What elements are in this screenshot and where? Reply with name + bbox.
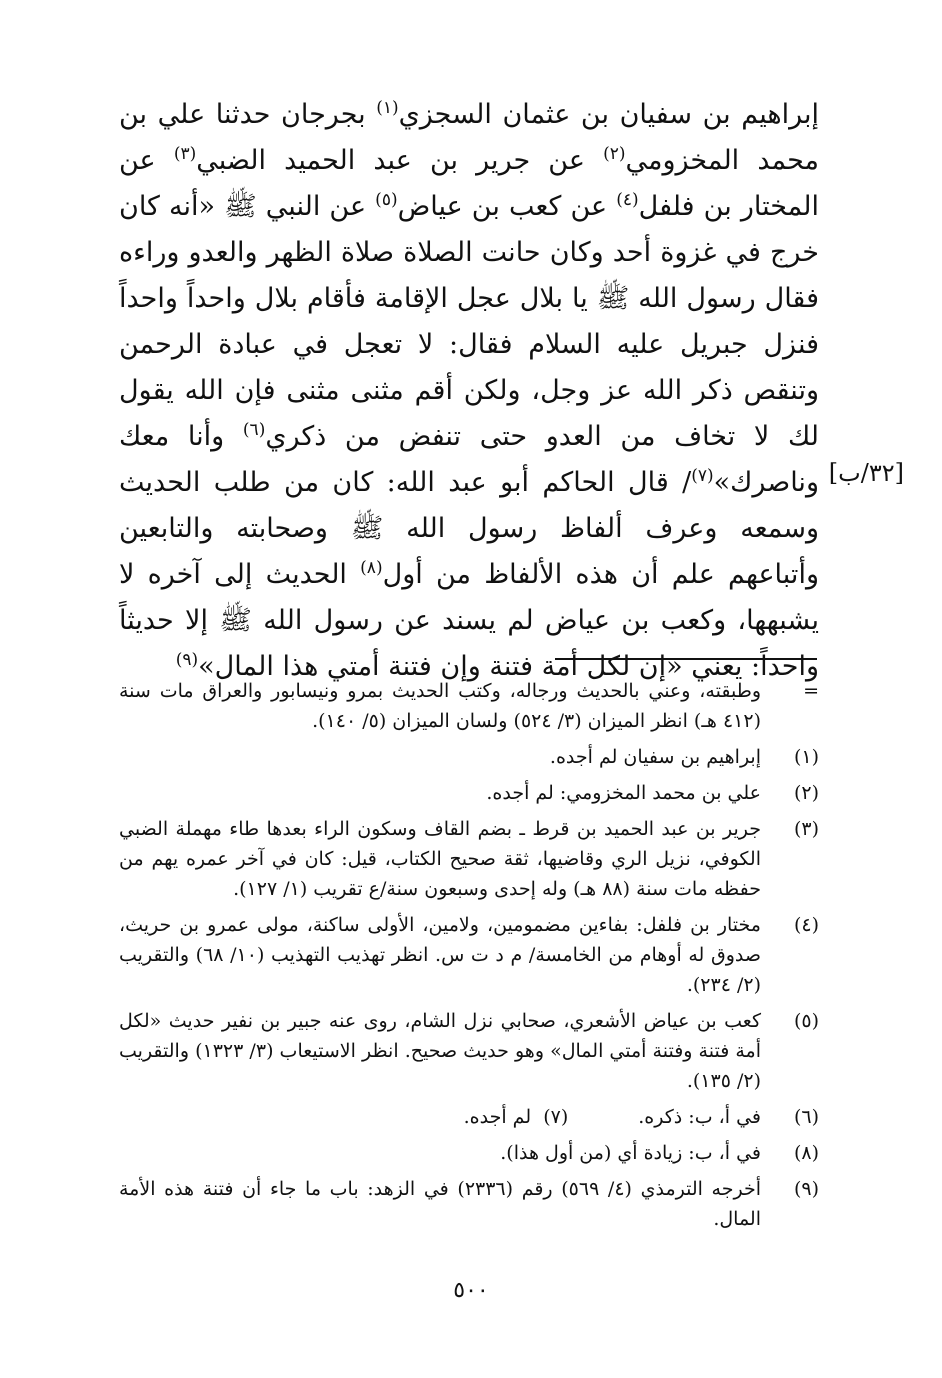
footnote-ref-6[interactable]: (٦): [242, 420, 266, 440]
footnote-number: (٦): [793, 1106, 819, 1128]
continuation-marker: =: [803, 680, 819, 702]
footnote-3: [119, 814, 819, 904]
footnote-separator: [555, 658, 817, 660]
main-paragraph: [119, 92, 819, 690]
footnote-text: مختار بن فلفل: بفاءين مضمومين، ولامين، الأولى ساكنة، مولى عمرو بن حريث، صدوق له أوهام من الخامسة/ م د ت س. انظر تهذيب التهذيب (١٠/ ٦٨) والتقريب (٢/ ٢٣٤).: [119, 914, 761, 996]
footnote-8: [119, 1138, 819, 1168]
footnote-number: (٤): [793, 914, 819, 936]
footnote-2: [119, 778, 819, 808]
footnote-number: (٧): [543, 1106, 569, 1128]
footnote-7-text: لم أجده.: [463, 1106, 532, 1128]
footnote-number: (٣): [793, 818, 819, 840]
footnote-ref-3[interactable]: (٣): [173, 144, 197, 164]
footnote-text: كعب بن عياض الأشعري، صحابي نزل الشام، روى عنه جبير بن نفير حديث «لكل أمة فتنة وفتنة أمتي المال» وهو حديث صحيح. انظر الاستيعاب (٣/ ١٣٢٣) والتقريب (٢/ ١٣٥).: [119, 1010, 762, 1092]
footnote-text: علي بن محمد المخزومي: لم أجده.: [486, 782, 761, 804]
text-segment: عن النبي ﷺ «أنه كان خرج في غزوة أحد وكان حانت الصلاة صلاة الظهر والعدو وراءه فقال رسول الله ﷺ يا بلال عجل الإقامة فأقام بلال واحداً واحداً فنزل جبريل عليه السلام فقال: لا تعجل في عبادة الرحمن وتنقص ذكر الله عز وجل، ولكن أقم مثنى مثنى فإن الله يقول لك لا تخاف من العدو حتى تنفض من ذكري: [119, 191, 819, 452]
text-segment: / قال الحاكم أبو عبد الله: كان من طلب الحديث وسمعه وعرف ألفاظ رسول الله ﷺ وصحابته والتابعين وأتباعهم علم أن هذه الألفاظ من أول: [119, 467, 819, 590]
footnote-row-6-7: [119, 1102, 819, 1132]
footnote-text: في أ، ب: زيادة أي (من أول هذا).: [500, 1142, 761, 1164]
footnote-ref-1[interactable]: (١): [376, 98, 399, 118]
footnote-ref-5[interactable]: (٥): [375, 190, 398, 210]
margin-folio-note: [٣٢/ب]: [828, 459, 904, 487]
footnote-5: [119, 1006, 819, 1096]
text-segment: الحديث إلى آخره لا يشبهها، وكعب بن عياض لم يسند عن رسول الله ﷺ إلا حديثاً واحداً: يعني «إن لكل أمة فتنة وإن فتنة أمتي هذا المال»: [119, 559, 819, 682]
footnotes-list: [119, 676, 819, 1240]
footnote-number: (٢): [793, 782, 819, 804]
footnote-ref-2[interactable]: (٢): [603, 144, 626, 164]
footnote-text: أخرجه الترمذي (٤/ ٥٦٩) رقم (٢٣٣٦) في الزهد: باب ما جاء أن فتنة هذه الأمة المال.: [119, 1178, 761, 1230]
text-segment: إبراهيم بن سفيان بن عثمان السجزي: [398, 99, 820, 130]
footnote-7: [464, 1102, 569, 1132]
footnote-number: (٥): [793, 1010, 819, 1032]
text-segment: عن المختار بن فلفل: [119, 145, 819, 222]
footnote-9: [119, 1174, 819, 1234]
footnote-6-text: في أ، ب: ذكره.: [638, 1106, 761, 1128]
text-segment: عن جرير بن عبد الحميد الضبي: [196, 145, 604, 176]
footnote-1: [119, 742, 819, 772]
footnote-number: (٩): [793, 1178, 819, 1200]
footnote-ref-4[interactable]: (٤): [616, 190, 639, 210]
footnote-number: (٨): [793, 1142, 819, 1164]
footnote-text: إبراهيم بن سفيان لم أجده.: [549, 746, 761, 768]
text-segment: بجرجان حدثنا علي بن محمد المخزومي: [119, 99, 819, 176]
footnote-ref-8[interactable]: (٨): [360, 558, 383, 578]
footnote-pair: [119, 1102, 761, 1132]
footnote-4: [119, 910, 819, 1000]
text-segment: وأنا معك وناصرك»: [119, 421, 819, 498]
footnote-ref-9[interactable]: (٩): [175, 650, 199, 670]
footnote-continuation: [119, 676, 819, 736]
footnote-text: وطبقته، وعني بالحديث ورجاله، وكتب الحديث بمرو ونيسابور والعراق مات سنة (٤١٢ هـ) انظر الميزان (٣/ ٥٢٤) ولسان الميزان (٥/ ١٤٠).: [119, 680, 761, 732]
text-segment: عن كعب بن عياض: [397, 191, 617, 222]
footnote-text: جرير بن عبد الحميد بن قرط ـ بضم القاف وسكون الراء بعدها طاء مهملة الضبي الكوفي، نزيل الري وقاضيها، ثقة صحيح الكتاب، قيل: كان في آخر عمره يهم من حفظه مات سنة (٨٨ هـ) وله إحدى وسبعون سنة/ع تقريب (١/ ١٢٧).: [119, 818, 761, 900]
page-number: ٥٠٠: [453, 1278, 489, 1303]
main-text-block: [119, 92, 819, 690]
footnote-number: (١): [793, 746, 819, 768]
footnote-ref-7[interactable]: (٧): [691, 466, 714, 486]
